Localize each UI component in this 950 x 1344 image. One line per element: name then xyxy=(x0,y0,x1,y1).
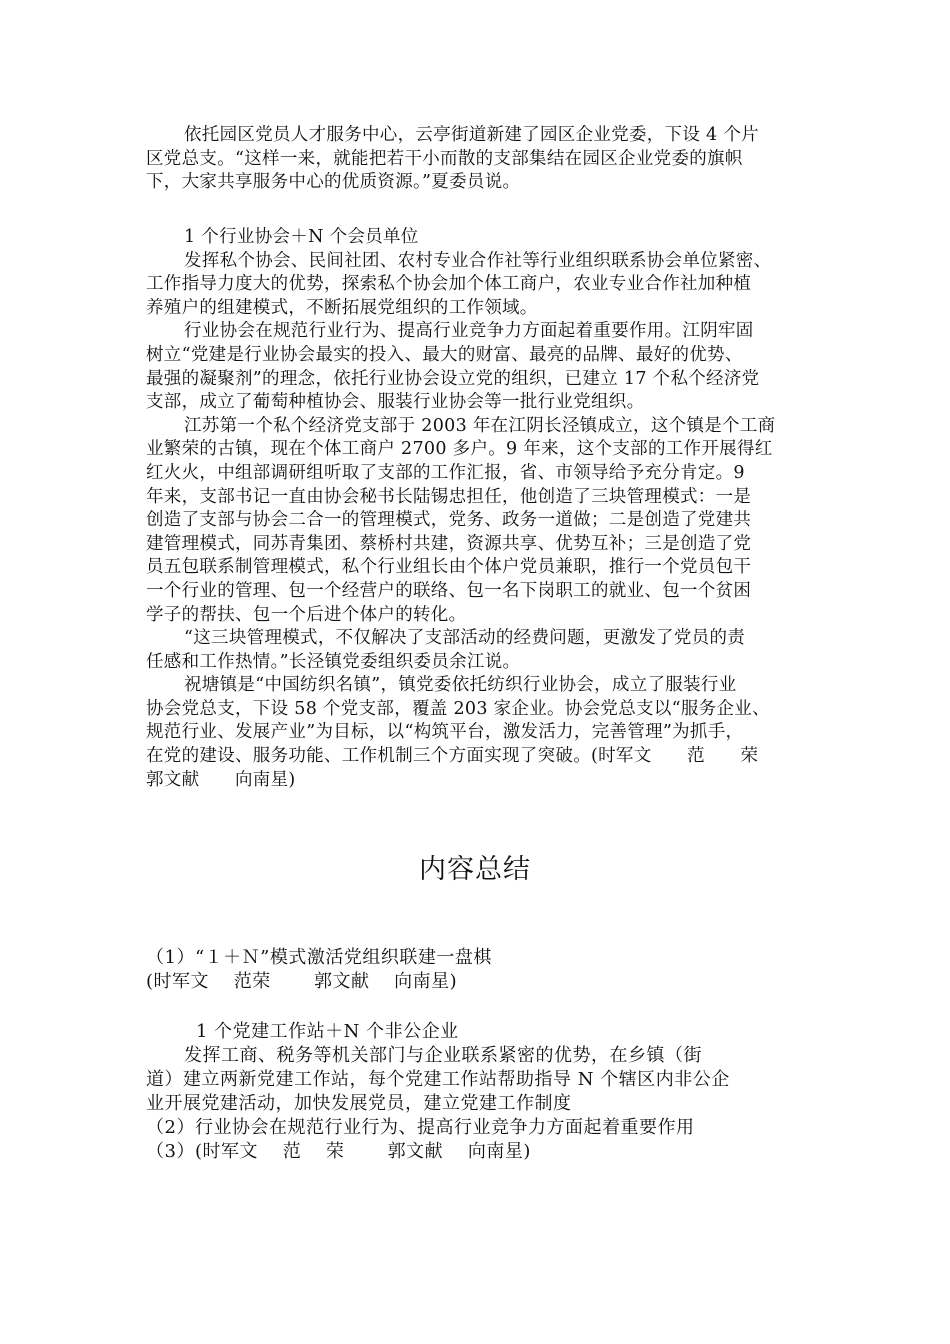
text-line: 年来，支部书记一直由协会秘书长陆锡忠担任，他创造了三块管理模式：一是 xyxy=(146,486,752,507)
text-line: 协会党总支，下设 58 个党支部，覆盖 203 家企业。协会党总支以“服务企业、 xyxy=(146,698,770,719)
text-line: 江苏第一个私个经济党支部于 2003 年在江阴长泾镇成立，这个镇是个工商 xyxy=(184,415,776,436)
text-line: 道）建立两新党建工作站，每个党建工作站帮助指导 N 个辖区内非公企 xyxy=(146,1069,730,1090)
text-line: 支部，成立了葡萄种植协会、服装行业协会等一批行业党组织。 xyxy=(146,392,645,413)
text-line: 养殖户的组建模式，不断拓展党组织的工作领域。 xyxy=(146,297,538,318)
text-line: 下，大家共享服务中心的优质资源。”夏委员说。 xyxy=(146,172,521,193)
summary-title: 内容总结 xyxy=(419,854,531,885)
text-line: 郭文献 向南星) xyxy=(146,769,296,790)
article-body xyxy=(146,226,811,792)
text-line: 任感和工作热情。”长泾镇党委组织委员余江说。 xyxy=(146,651,521,672)
text-line: 一个行业的管理、包一个经营户的联络、包一名下岗职工的就业、包一个贫困 xyxy=(146,580,752,601)
text-line: 行业协会在规范行业行为、提高行业竞争力方面起着重要作用。江阴牢固 xyxy=(184,321,754,342)
summary-item-2: （2）行业协会在规范行业行为、提高行业竞争力方面起着重要作用 xyxy=(146,1117,695,1138)
text-line: 工作指导力度大的优势，探索私个协会加个体工商户，农业专业合作社加种植 xyxy=(146,274,752,295)
summary-item-1-authors: (时军文 范荣 郭文献 向南星) xyxy=(146,971,458,992)
text-line: 区党总支。“这样一来，就能把若干小而散的支部集结在园区企业党委的旗帜 xyxy=(146,148,743,169)
summary-subheading: 1 个党建工作站＋N 个非公企业 xyxy=(196,1021,459,1042)
text-line: 建管理模式，同苏青集团、蔡桥村共建，资源共享、优势互补；三是创造了党 xyxy=(146,533,752,554)
text-line: 祝塘镇是“中国纺织名镇”，镇党委依托纺织行业协会，成立了服装行业 xyxy=(184,675,737,696)
text-line: “这三块管理模式，不仅解决了支部活动的经费问题，更激发了党员的责 xyxy=(184,628,746,649)
paragraph-yunting xyxy=(146,124,811,195)
text-line: 业开展党建活动，加快发展党员，建立党建工作制度 xyxy=(146,1093,572,1114)
summary-detail xyxy=(146,1020,826,1164)
text-line: 红火火，中组部调研组听取了支部的工作汇报，省、市领导给予充分肯定。9 xyxy=(146,462,745,483)
text-line: 最强的凝聚剂”的理念，依托行业协会设立党的组织，已建立 17 个私个经济党 xyxy=(146,368,760,389)
text-line: 业繁荣的古镇，现在个体工商户 2700 多户。9 年来，这个支部的工作开展得红 xyxy=(146,439,773,460)
summary-item-1: （1）“１＋Ｎ”模式激活党组织联建一盘棋 xyxy=(146,947,492,968)
text-line: 发挥工商、税务等机关部门与企业联系紧密的优势，在乡镇（街 xyxy=(184,1045,702,1066)
text-line: 依托园区党员人才服务中心，云亭街道新建了园区企业党委，下设 4 个片 xyxy=(184,125,759,145)
section-subheading: 1 个行业协会＋N 个会员单位 xyxy=(184,227,419,247)
text-line: 在党的建设、服务功能、工作机制三个方面实现了突破。(时军文 范 荣 xyxy=(146,746,759,767)
text-line: 创造了支部与协会二合一的管理模式，党务、政务一道做；二是创造了党建共 xyxy=(146,510,752,531)
text-line: 发挥私个协会、民间社团、农村专业合作社等行业组织联系协会单位紧密、 xyxy=(184,250,772,271)
text-line: 树立“党建是行业协会最实的投入、最大的财富、最亮的品牌、最好的优势、 xyxy=(146,344,743,365)
summary-section xyxy=(146,946,826,994)
text-line: 学子的帮扶、包一个后进个体户的转化。 xyxy=(146,604,467,625)
summary-item-3: （3）(时军文 范 荣 郭文献 向南星) xyxy=(146,1141,531,1162)
text-line: 员五包联系制管理模式，私个行业组长由个体户党员兼职，推行一个党员包干 xyxy=(146,557,752,578)
text-line: 规范行业、发展产业”为目标，以“构筑平台，激发活力，完善管理”为抓手， xyxy=(146,722,744,743)
